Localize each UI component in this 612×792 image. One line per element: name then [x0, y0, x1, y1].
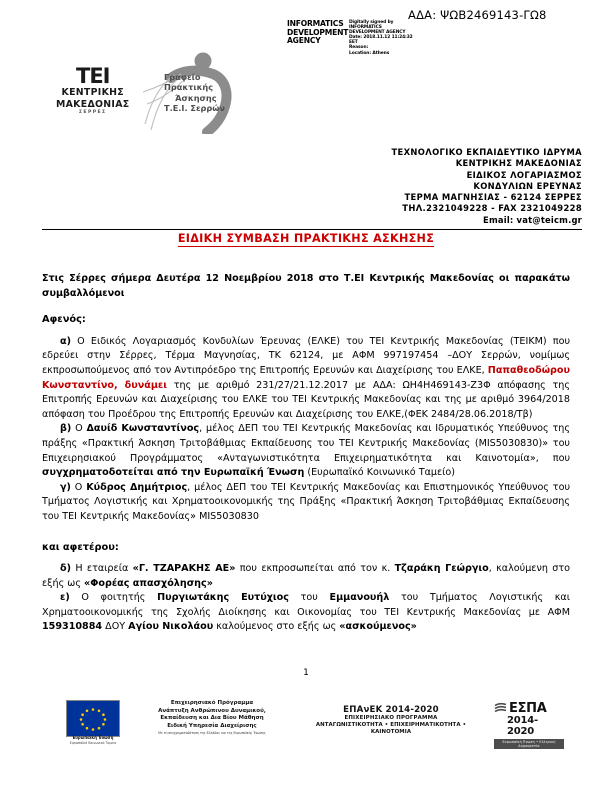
clause-d — [42, 562, 570, 591]
practice-office-logo-text — [164, 72, 225, 113]
epanek-title: ΕΠΑνΕΚ 2014-2020 — [343, 705, 439, 715]
eu-caption-sub: Ευρωπαϊκό Κοινωνικό Ταμείο — [69, 740, 117, 745]
institution-header — [330, 147, 582, 226]
institution-line-2: ΚΕΝΤΡΙΚΗΣ ΜΑΚΕΔΟΝΙΑΣ — [455, 158, 582, 169]
page-title-text: ΕΙΔΙΚΗ ΣΥΜΒΑΣΗ ΠΡΑΚΤΙΚΗΣ ΑΣΚΗΣΗΣ — [177, 232, 435, 245]
practice-office-line3: Άσκησης — [175, 92, 217, 103]
institution-line-1: ΤΕΧΝΟΛΟΓΙΚΟ ΕΚΠΑΙΔΕΥΤΙΚΟ ΙΔΡΥΜΑ — [391, 147, 582, 157]
epanek-subtitle: ΕΠΙΧΕΙΡΗΣΙΑΚΟ ΠΡΟΓΡΑΜΜΑ — [344, 715, 438, 721]
practice-office-line4: Τ.Ε.Ι. Σερρών — [164, 102, 225, 113]
clause-c-text-1: Ο — [70, 481, 87, 493]
clause-d-marker: δ) — [60, 563, 71, 575]
tei-logo-name-line2: ΜΑΚΕΔΟΝΙΑΣ — [56, 99, 130, 110]
clause-e-text-2: του — [288, 592, 330, 604]
institution-email: Email: vat@teicm.gr — [483, 214, 582, 225]
ada-code: ΑΔΑ: ΨΩΒ2469143-ΓΩ8 — [408, 8, 547, 22]
signature-details: Digitally signed by INFORMATICS DEVELOPMENT AGENCY Date: 2018.11.12 11:24:32 EET Reason: Location: Athens — [349, 20, 413, 56]
espa-years: 2014-2020 — [507, 715, 538, 737]
espa-logo-block — [494, 702, 564, 749]
clause-d-text-2: που εκπροσωπείται από τον κ. — [235, 563, 395, 575]
clause-b-marker: β) — [60, 423, 72, 435]
clause-c-scientific-supervisor-name: Κύδρος Δημήτριος — [86, 481, 188, 493]
clause-e-text-3: του Τμήματος Λογιστικής και Χρηματοοικονομικής της Σχολής Διοίκησης και Οικονομίας του ΤΕΙ Κεντρικής Μακεδονίας με ΑΦΜ — [42, 592, 570, 618]
epanad-programme-block — [132, 700, 292, 735]
clause-a-marker: α) — [60, 335, 71, 347]
ada-signature-strip — [0, 6, 612, 58]
eu-caption-main: Ευρωπαϊκή Ένωση — [72, 735, 114, 740]
clause-c — [42, 481, 570, 525]
clause-e-afm: 159310884 — [42, 621, 103, 633]
eu-caption — [63, 736, 123, 745]
page-number: 1 — [303, 668, 309, 678]
clause-e-student-name: Πυργιωτάκης Ευτύχιος — [157, 592, 289, 604]
clause-b-text-2: , μέλος ΔΕΠ του ΤΕΙ Κεντρικής Μακεδονίας και Ιδρυματικός Υπεύθυνος της πράξης «Πρακτική Άσκηση Τριτοβάθμιας Εκπαίδευσης του ΤΕΙ Κεντρικής Μακεδονίας (MIS5030830)» του Επιχειρησιακού Προγράμματος «Ανταγωνιστικότητα Επιχειρηματικότητα και Καινοτομία», που — [42, 423, 570, 464]
section-spacer — [42, 525, 570, 541]
clause-b — [42, 422, 570, 480]
clause-e-father-name: Εμμανουήλ — [329, 592, 390, 604]
clause-e-marker: ε) — [60, 592, 70, 604]
intro-paragraph: Στις Σέρρες σήμερα Δευτέρα 12 Νοεμβρίου 2018 στο Τ.ΕΙ Κεντρικής Μακεδονίας οι παρακάτω συμβαλλόμενοι — [42, 273, 570, 299]
epanad-fine-print: Με τη συγχρηματοδότηση της Ελλάδας και της Ευρωπαϊκής Ένωσης — [158, 731, 266, 736]
epanad-line-3: Εκπαίδευση και Δια Βίου Μάθηση — [160, 715, 264, 722]
tei-logo-mark: ΤΕΙ — [76, 64, 110, 88]
clause-a — [42, 335, 570, 423]
clause-a-vice-president-name: Παπαθεοδώρου Κωνσταντίνο, δυνάμει — [42, 364, 570, 391]
institution-line-4: ΚΟΝΔΥΛΙΩΝ ΕΡΕΥΝΑΣ — [473, 180, 582, 191]
clause-b-text-1: Ο — [71, 423, 87, 435]
clause-b-text-4: (Ευρωπαϊκό Κοινωνικό Ταμείο) — [304, 467, 456, 479]
clause-a-text-1: Ο Ειδικός Λογαριασμός Κονδυλίων Έρευνας (ΕΛΚΕ) του ΤΕΙ Κεντρικής Μακεδονίας (ΤΕΙΚΜ) που εδρεύει στην Σέρρες, Τέρμα Μαγνησίας, ΤΚ 62124, με ΑΦΜ 997197454 –ΔΟΥ Σερρών, νομίμως εκπροσωπούμενος από τον Αντιπρόεδρο της Επιτροπής Ερευνών και Διαχείρισης του ΕΛΚΕ, — [42, 335, 570, 376]
epanek-pillars: ΑΝΤΑΓΩΝΙΣΤΙΚΟΤΗΤΑ • ΕΠΙΧΕΙΡΗΜΑΤΙΚΟΤΗΤΑ • ΚΑΙΝΟΤΟΜΙΑ — [315, 722, 467, 736]
digital-signature-block — [287, 20, 413, 56]
practice-office-line2: Πρακτικής — [164, 82, 214, 93]
header-divider — [42, 229, 582, 230]
signature-agency-name: INFORMATICS DEVELOPMENT AGENCY — [287, 19, 349, 46]
tei-logo-city: ΣΕΡΡΕΣ — [78, 110, 107, 115]
clause-b-cofinance-text: συγχρηματοδοτείται από την Ευρωπαϊκή Ένωση — [42, 467, 305, 479]
clause-e — [42, 591, 570, 635]
clause-d-company-name: «Γ. ΤΖΑΡΑΚΗΣ ΑΕ» — [132, 563, 236, 575]
clause-c-text-2: , μέλος ΔΕΠ του ΤΕΙ Κεντρικής Μακεδονίας και Επιστημονικός Υπεύθυνος του Τμήματος Λογιστικής και Χρηματοοικονομικής της Πράξης «Πρακτική Άσκηση Τριτοβάθμιας Εκπαίδευσης του ΤΕΙ Κεντρικής Μακεδονίας» MIS5030830 — [42, 481, 571, 522]
epanad-line-2: Ανάπτυξη Ανθρώπινου Δυναμικού, — [158, 707, 266, 714]
clause-e-text-4: ΔΟΥ — [102, 621, 129, 633]
clause-e-text-5: καλούμενος στο εξής ως — [213, 621, 340, 633]
eu-flag-icon — [66, 700, 120, 737]
clause-c-marker: γ) — [60, 481, 71, 493]
institution-address: ΤΕΡΜΑ ΜΑΓΝΗΣΙΑΣ - 62124 ΣΕΡΡΕΣ — [404, 192, 582, 203]
clause-e-role: «ασκούμενος» — [339, 621, 417, 633]
espa-footer-bar: Ευρωπαϊκή Ένωση • Ελληνική Δημοκρατία — [494, 739, 564, 749]
epanad-line-4: Ειδική Υπηρεσία Διαχείρισης — [167, 722, 257, 729]
espa-wordmark: ΕΣΠΑ — [509, 701, 547, 716]
clause-d-role: «Φορέας απασχόλησης» — [84, 577, 213, 589]
institution-line-3: ΕΙΔΙΚΟΣ ΛΟΓΑΡΙΑΣΜΟΣ — [466, 169, 582, 180]
epanad-line-1: Επιχειρησιακό Πρόγραμμα — [170, 700, 254, 706]
clause-d-representative-name: Τζαράκη Γεώργιο — [394, 563, 489, 575]
header-logos — [46, 52, 246, 134]
tei-logo-name-line1: ΚΕΝΤΡΙΚΗΣ — [61, 87, 124, 98]
section-label-first: Αφενός: — [42, 314, 86, 326]
clause-d-text-3: , καλούμενη στο εξής ως — [42, 563, 570, 589]
institution-phone-fax: ΤΗΛ.2321049228 - FAX 2321049228 — [402, 203, 582, 214]
clause-e-tax-office: Αγίου Νικολάου — [128, 621, 214, 633]
espa-logo-row — [494, 702, 564, 715]
section-label-second: και αφετέρου: — [42, 541, 119, 553]
clause-e-text-1: Ο φοιτητής — [69, 592, 158, 604]
page-title — [0, 232, 612, 245]
document-body — [42, 272, 570, 635]
footer-logos — [0, 696, 612, 754]
clause-d-text-1: Η εταιρεία — [70, 563, 133, 575]
tei-logo — [56, 66, 129, 115]
epanek-logo-block — [296, 705, 486, 737]
espa-swoosh-icon — [494, 702, 507, 715]
clause-a-text-2: της με αριθμό 231/27/21.12.2017 με ΑΔΑ: ΩΗ4Η469143-Ζ3Φ απόφασης της Επιτροπής Ερευνών και Διαχείρισης του ΕΛΚΕ του ΤΕΙ Κεντρικής Μακεδονίας και της με αριθμό 3964/2018 απόφαση του Προέδρου της Επιτροπής Ερευνών και Διαχείρισης του ΕΛΚΕ,(ΦΕΚ 2484/28.06.2018/Τβ) — [42, 379, 570, 420]
practice-office-line1: Γραφείο — [164, 72, 201, 82]
clause-b-institutional-supervisor-name: Δαυίδ Κωνσταντίνος — [86, 423, 200, 435]
